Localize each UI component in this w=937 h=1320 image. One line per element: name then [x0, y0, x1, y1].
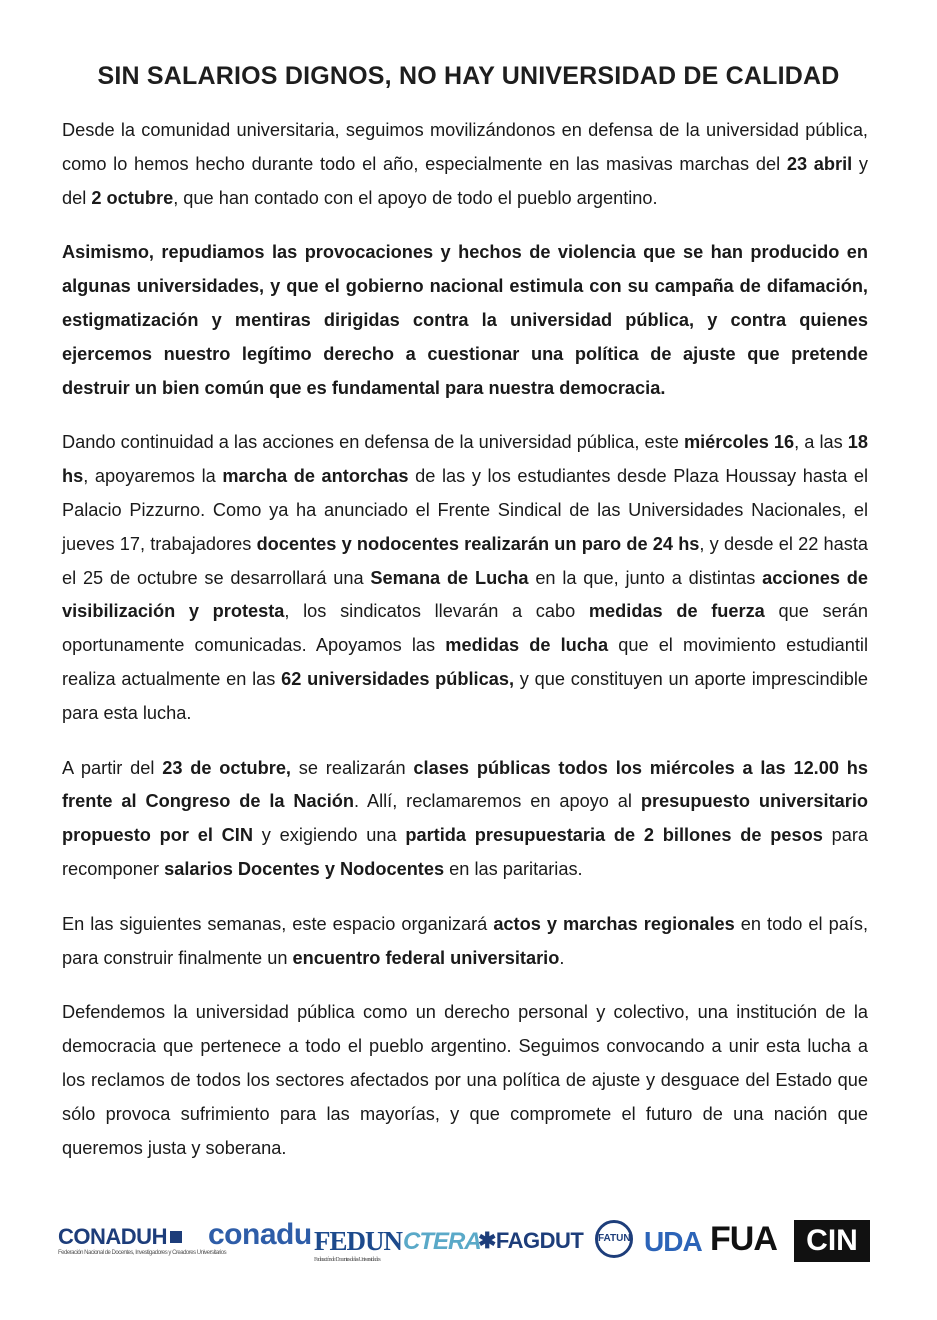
text-run: y del [62, 153, 868, 208]
bold-text-run: medidas de fuerza [588, 601, 765, 622]
conadu-historica-logo: CONADUH Federación Nacional de Docentes, Investigadores y Creadores Universitarios [58, 1224, 227, 1256]
text-run: , los sindicatos llevarán a cabo [284, 601, 589, 622]
text-run: de las y los estudiantes desde Plaza Houssay hasta el Palacio Pizzurno. Como ya ha anunciado el Frente Sindical de las Universidades Nacionales, el jueves 17, trabajadores [62, 466, 868, 554]
ctera-logo: CTERA [403, 1228, 481, 1255]
text-run: en todo el país, para construir finalmente un [62, 913, 869, 968]
text-run: A partir del [62, 757, 163, 778]
bold-text-run: Semana de Lucha [370, 567, 529, 588]
logo-strip [58, 1220, 870, 1270]
bold-text-run: docentes y nodocentes realizarán un paro de 24 hs [256, 533, 700, 554]
uda-logo: UDA [644, 1226, 702, 1257]
text-run: y que constituyen un aporte imprescindible para esta lucha. [62, 668, 868, 723]
text-run: en las paritarias. [444, 858, 583, 879]
bold-text-run: 2 octubre [91, 187, 174, 208]
bold-text-run: medidas de lucha [445, 635, 609, 656]
text-run: que serán oportunamente comunicadas. Apoyamos las [62, 601, 868, 656]
text-run: . [559, 947, 565, 968]
text-run: que el movimiento estudiantil realiza actualmente en las [62, 635, 869, 689]
text-run: , que han contado con el apoyo de todo el pueblo argentino. [173, 187, 658, 208]
cin-logo: CIN [794, 1220, 870, 1262]
text-run: y exigiendo una [253, 825, 406, 846]
bold-text-run: Asimismo, repudiamos las provocaciones y hechos de violencia que se han producido en algunas universidades, y que el gobierno nacional estimula con su campaña de difamación, estigmatización y mentiras dirigidas contra la universidad pública, y contra quienes ejercemos nuestro legítimo derecho a cuestionar una política de ajuste que pretende destruir un bien común que es fundamental para nuestra democracia. [62, 242, 868, 398]
bold-text-run: partida presupuestaria de 2 billones de pesos [405, 825, 823, 846]
bold-text-run: encuentro federal universitario [292, 947, 560, 968]
bold-text-run: marcha de antorchas [222, 466, 409, 487]
fua-logo: FUA [710, 1220, 777, 1258]
paragraph-6 [62, 996, 868, 1165]
bold-text-run: presupuesto universitario propuesto por el CIN [62, 791, 869, 846]
fatun-logo: FATUN [595, 1220, 633, 1258]
paragraph-2 [62, 236, 868, 405]
text-run: para recomponer [62, 825, 868, 879]
bold-text-run: 23 de octubre, [162, 757, 291, 778]
text-run: , a las [794, 432, 848, 453]
paragraph-4 [62, 752, 868, 887]
conadu-logo: conadu [208, 1218, 312, 1251]
fedun-logo: FEDUN Federación de Docentes de las Universidades [314, 1226, 402, 1263]
bold-text-run: actos y marchas regionales [493, 913, 735, 934]
text-run: Desde la comunidad universitaria, seguimos movilizándonos en defensa de la universidad pública, como lo hemos hecho durante todo el año, especialmente en las masivas marchas del [62, 120, 868, 174]
paragraph-1 [62, 114, 868, 215]
bold-text-run: acciones de visibilización y protesta [62, 567, 868, 622]
square-mark-icon [170, 1231, 182, 1243]
text-run: En las siguientes semanas, este espacio organizará [62, 913, 494, 934]
text-run: . Allí, reclamaremos en apoyo al [354, 791, 641, 812]
text-run: en la que, junto a distintas [528, 567, 763, 588]
bold-text-run: 23 abril [786, 153, 853, 174]
bold-text-run: 62 universidades públicas, [281, 668, 515, 689]
paragraph-5 [62, 908, 868, 976]
bold-text-run: 18 hs [62, 432, 868, 487]
text-run: , y desde el 22 hasta el 25 de octubre se desarrollará una [62, 533, 868, 588]
bold-text-run: miércoles 16 [683, 432, 795, 453]
document-title: SIN SALARIOS DIGNOS, NO HAY UNIVERSIDAD DE CALIDAD [97, 62, 840, 90]
text-run: Dando continuidad a las acciones en defensa de la universidad pública, este [62, 432, 684, 453]
document-body [62, 114, 868, 1186]
text-run: , apoyaremos la [83, 466, 223, 487]
text-run: Defendemos la universidad pública como un derecho personal y colectivo, una institución de la democracia que pertenece a todo el pueblo argentino. Seguimos convocando a unir esta lucha a los reclamos de todos los sectores afectados por una política de ajuste y desguace del Estado que sólo provoca sufrimiento para las mayorías, y que compromete el futuro de una nación que queremos justa y soberana. [62, 1002, 868, 1158]
bold-text-run: salarios Docentes y Nodocentes [164, 858, 445, 879]
bold-text-run: clases públicas todos los miércoles a las 12.00 hs frente al Congreso de la Nación [62, 757, 868, 812]
paragraph-3 [62, 426, 868, 730]
fagdut-logo: ✱FAGDUT [478, 1228, 584, 1253]
text-run: se realizarán [290, 757, 414, 778]
